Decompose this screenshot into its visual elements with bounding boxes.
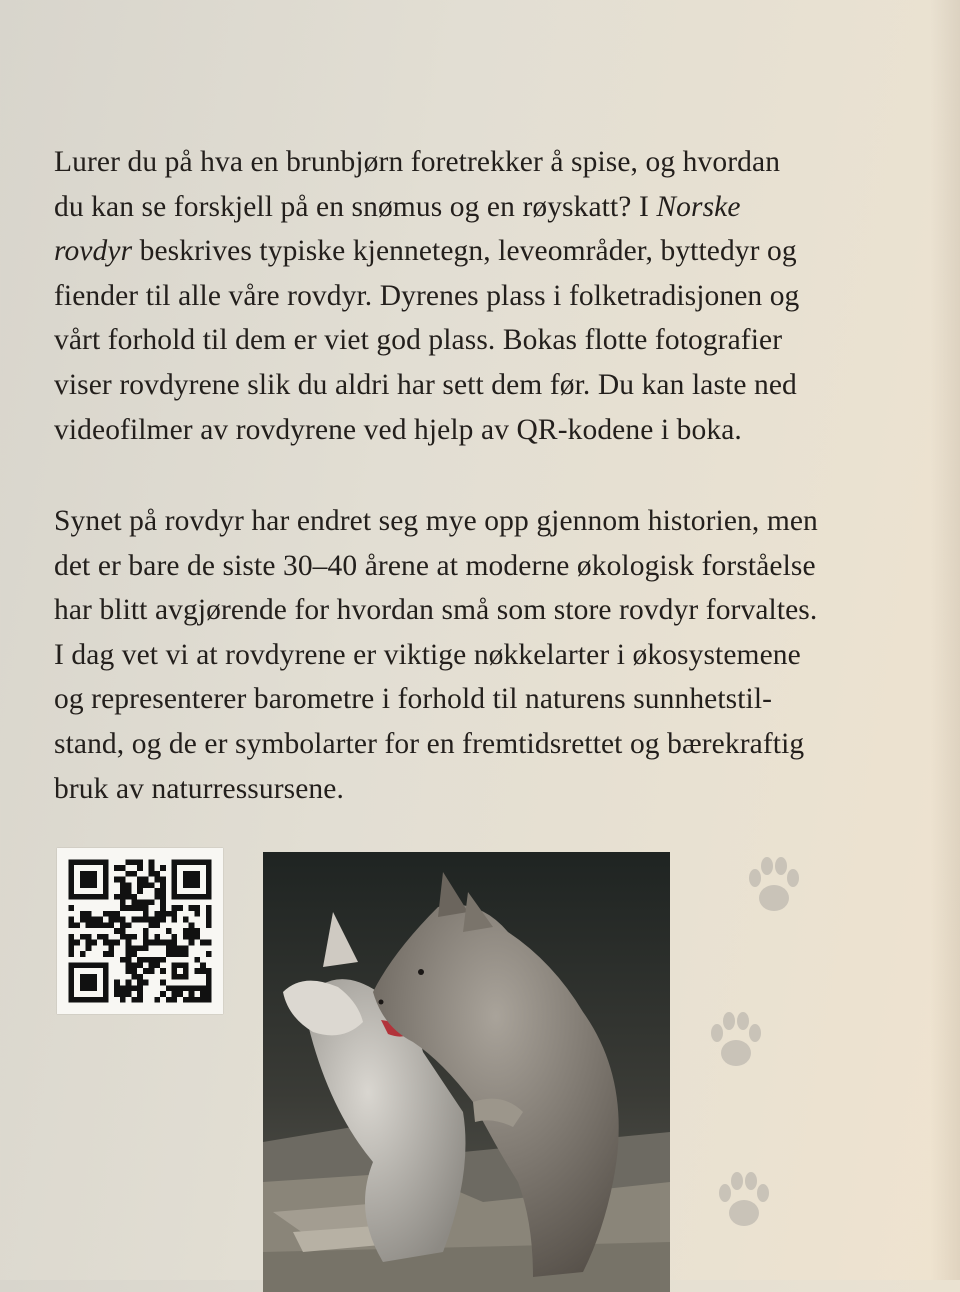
intro-paragraph xyxy=(54,140,904,452)
text-line: I dag vet vi at rovdyrene er viktige nøkkelarter i økosystemene xyxy=(54,638,801,671)
text-line: det er bare de siste 30–40 årene at moderne økologisk forståelse xyxy=(54,549,816,582)
text-line: vårt forhold til dem er viet god plass. Bokas flotte fotografier xyxy=(54,324,783,357)
paw-print-icon xyxy=(713,1165,775,1235)
text-line: fiender til alle våre rovdyr. Dyrenes plass i folketradisjonen og xyxy=(54,279,800,312)
book-title-part: Norske xyxy=(656,190,741,223)
text-line: Synet på rovdyr har endret seg mye opp gjennom historien, men xyxy=(54,505,818,537)
paw-print-icon xyxy=(705,1005,767,1075)
text-line: Lurer du på hva en brunbjørn foretrekker å spise, og hvordan xyxy=(54,146,781,178)
qr-code[interactable] xyxy=(57,848,223,1014)
paw-print-icon xyxy=(743,850,805,920)
text-line: videofilmer av rovdyrene ved hjelp av QR-kodene i boka. xyxy=(54,413,742,446)
text-line: har blitt avgjørende for hvordan små som store rovdyr forvaltes. xyxy=(54,594,818,627)
text-line: og representerer barometre i forhold til naturens sunnhetstil- xyxy=(54,683,773,716)
cover-edge-shade xyxy=(930,0,960,1280)
text-line: rovdyr beskrives typiske kjennetegn, leveområder, byttedyr og xyxy=(54,235,797,268)
text-line: viser rovdyrene slik du aldri har sett dem før. Du kan laste ned xyxy=(54,368,797,401)
text-line: bruk av naturressursene. xyxy=(54,772,344,805)
text-line: stand, og de er symbolarter for en fremtidsrettet og bærekraftig xyxy=(54,727,805,760)
arctic-fox-photo xyxy=(263,852,670,1292)
text-line: du kan se forskjell på en snømus og en røyskatt? I Norske xyxy=(54,190,741,223)
history-paragraph xyxy=(54,499,904,811)
book-title-part: rovdyr xyxy=(54,235,133,268)
